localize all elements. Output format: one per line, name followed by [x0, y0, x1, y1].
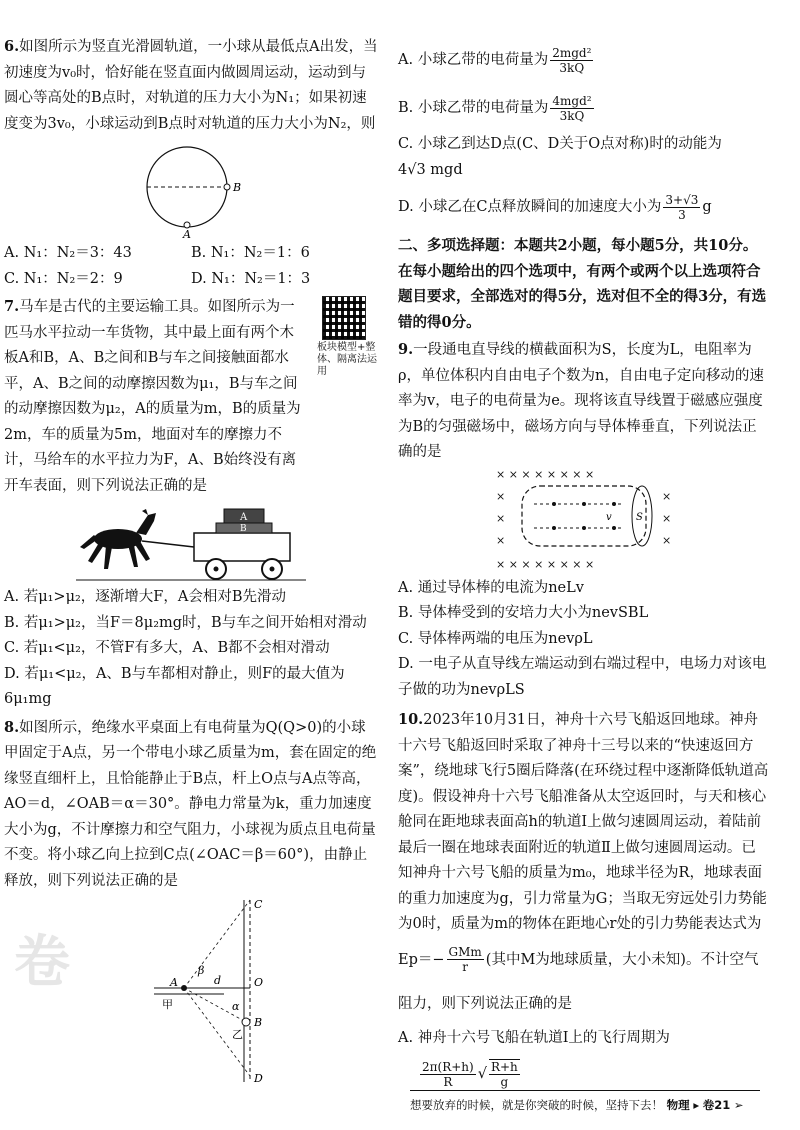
footer-divider — [410, 1090, 760, 1091]
option-a[interactable]: A. 若μ₁>μ₂，逐渐增大F，A会相对B先滑动 — [4, 589, 286, 605]
page-footer — [410, 1094, 760, 1116]
option-a-text: A. 神舟十六号飞船在轨道Ⅰ上的飞行周期为 — [398, 1029, 670, 1046]
watermark: 卷 — [14, 930, 74, 995]
numerator: 2π(R+h) — [422, 1059, 474, 1074]
horse-icon — [80, 509, 156, 569]
fraction — [447, 945, 484, 974]
option-c[interactable]: C. 若μ₁<μ₂，不管F有多大，A、B都不会相对滑动 — [4, 640, 330, 656]
circular-track-figure — [131, 139, 251, 239]
svg-text:×: × — [496, 511, 506, 525]
denominator: 3kQ — [559, 60, 585, 75]
footer-subject: 物理 — [666, 1098, 690, 1112]
numerator: 2mgd² — [552, 45, 592, 60]
conductor-magnetic-field-figure — [494, 468, 674, 574]
svg-text:× × × × × × × ×: × × × × × × × × — [496, 467, 595, 481]
label-s: S — [636, 511, 643, 523]
question-9 — [398, 337, 770, 703]
paper-plane-icon: ➢ — [733, 1098, 744, 1112]
question-number: 6. — [4, 38, 20, 55]
label-a: A — [183, 228, 191, 239]
svg-text:×: × — [662, 533, 672, 547]
question-text: 2023年10月31日，神舟十六号飞船返回地球。神舟十六号飞船返回时采取了神舟十三号以来的“快速返回方案”，绕地球飞行5圈后降落(在环绕过程中逐渐降低轨道高度)。假设神舟十六号飞船准备从太空返回时，与天和核心舱同在距地球表面高h的轨道Ⅰ上做匀速圆周运动，着陆前最后一圈在地球表面附近的轨道Ⅱ上做匀速圆周运动。已知神舟十六号飞船的质量为m₀，地球半径为R，地球表面的重力加速度为g，引力常量为G；当取无穷远处引力势能为0时，质量为m的物体在距地心r处的引力势能表达式为 — [398, 712, 769, 932]
denominator: R — [443, 1074, 453, 1089]
sqrt-icon: √ — [477, 1066, 487, 1082]
label-a: A — [170, 976, 178, 989]
label-v: v — [606, 511, 612, 523]
denominator: 3kQ — [559, 108, 585, 123]
option-d[interactable]: D. N₁：N₂＝1：3 — [191, 270, 311, 287]
sqrt-fraction — [489, 1059, 520, 1089]
question-number: 7. — [4, 298, 20, 315]
question-text: 如图所示为竖直光滑圆轨道，一小球从最低点A出发，当初速度为v₀时，恰好能在竖直面内做圆周运动，运动到与圆心等高处的B点时，对轨道的压力大小为N₁；如果初速度变为3v₀，小球运动到B点时对轨道的压力大小为N₂，则 — [4, 39, 378, 132]
svg-text:×: × — [662, 511, 672, 525]
denominator: g — [500, 1075, 509, 1089]
question-text: 一段通电直导线的横截面积为S，长度为L，电阻率为ρ，单位体积内自由电子个数为n，自由电子定向移动的速率为v，电子的电荷量为e。现将该直导线置于磁感应强度为B的匀强磁场中，磁场方向与导体棒垂直，下列说法正确的是 — [398, 342, 764, 460]
option-c[interactable] — [398, 132, 770, 183]
question-number: 8. — [4, 718, 20, 736]
denominator: 3 — [678, 207, 686, 222]
option-a-text: A. 小球乙带的电荷量为 — [398, 52, 549, 68]
fraction — [663, 193, 700, 222]
option-c[interactable]: C. N₁：N₂＝2：9 — [4, 270, 123, 287]
label-b: B — [254, 1016, 263, 1029]
section-2-heading: 二、多项选择题：本题共2小题，每小题5分，共10分。在每小题给出的四个选项中，有两个或两个以上选项符合题目要求，全部选对的得5分，选对但不全的得3分，有选错的得0分。 — [398, 237, 767, 331]
right-column — [398, 36, 770, 1099]
question-text: 如图所示，绝缘水平桌面上有电荷量为Q(Q>0)的小球甲固定于A点，另一个带电小球乙质量为m，套在固定的绝缘竖直细杆上，且恰能静止于B点，杆上O点与A点等高，AO＝d，∠OAB＝α＝30°。静电力常量为k，重力加速度大小为g，不计摩擦力和空气阻力，小球视为质点且电荷量不变。将小球乙向上拉到C点(∠OAC＝β＝60°)，由静止释放，则下列说法正确的是 — [4, 719, 377, 889]
option-d[interactable]: D. 一电子从直导线左端运动到右端过程中，电场力对该电子做的功为nevρLS — [398, 656, 767, 698]
option-a[interactable]: A. 通过导体棒的电流为neLv — [398, 579, 584, 596]
svg-text:×: × — [496, 533, 506, 547]
option-d[interactable]: D. 若μ₁<μ₂，A、B与车都相对静止，则F的最大值为6μ₁mg — [4, 665, 345, 707]
question-8 — [4, 715, 378, 1087]
arrow-icon: ▸ — [693, 1098, 700, 1112]
question-number: 9. — [398, 341, 414, 358]
option-a[interactable] — [398, 1026, 770, 1052]
ep-prefix: Ep＝− — [398, 951, 445, 968]
numerator: 4mgd² — [552, 93, 592, 108]
label-d-distance: d — [214, 974, 222, 987]
label-yi: 乙 — [232, 1028, 243, 1041]
label-alpha: α — [232, 1000, 240, 1013]
option-b-text: B. 小球乙带的电荷量为 — [398, 100, 549, 116]
option-b[interactable]: B. 若μ₁>μ₂，当F＝8μ₂mg时，B与车之间开始相对滑动 — [4, 614, 367, 631]
qr-code[interactable] — [322, 296, 366, 340]
label-b: B — [233, 181, 242, 194]
option-a[interactable]: A. N₁：N₂＝3：43 — [4, 245, 132, 261]
label-beta: β — [198, 964, 205, 977]
footer-volume: 卷21 — [702, 1098, 731, 1112]
option-c-value: 4√3 mgd — [398, 161, 463, 178]
option-c[interactable]: C. 导体棒两端的电压为nevρL — [398, 630, 593, 647]
fraction — [550, 46, 593, 75]
denominator: r — [462, 960, 469, 974]
question-6 — [4, 34, 378, 292]
numerator: GMm — [448, 945, 482, 959]
label-jia: 甲 — [162, 998, 173, 1011]
option-c-text: C. 小球乙到达D点(C、D关于O点对称)时的动能为 — [398, 136, 722, 152]
fraction — [420, 1060, 476, 1089]
option-a[interactable] — [398, 36, 770, 84]
question-text: 马车是古代的主要运输工具。如图所示为一匹马水平拉动一车货物，其中最上面有两个木板A和B，A、B之间和B与车之间接触面都水平，A、B之间的动摩擦因数为μ₁，B与车之间的动摩擦因数为μ₂，A的质量为m，B的质量为2m，车的质量为5m，地面对车的摩擦力不计，马给车的水平拉力为F，A、B始终没有离开车表面，则下列说法正确的是 — [4, 299, 301, 494]
svg-text:×: × — [496, 489, 506, 503]
svg-text:× × × × × × × ×: × × × × × × × × — [496, 557, 595, 571]
options — [4, 241, 378, 292]
question-10 — [398, 707, 770, 1097]
numerator: R+h — [490, 1060, 518, 1074]
option-d-suffix: g — [702, 199, 712, 215]
option-b[interactable]: B. 导体棒受到的安培力大小为nevSBL — [398, 605, 649, 621]
horse-cart-figure — [76, 501, 306, 583]
label-d: D — [254, 1072, 263, 1085]
option-b[interactable] — [398, 84, 770, 132]
fraction — [550, 94, 593, 123]
block-a-label: A — [240, 512, 248, 523]
option-d[interactable] — [398, 183, 770, 231]
block-b-label: B — [240, 524, 247, 534]
label-c: C — [254, 898, 263, 911]
question-8-options — [398, 36, 770, 231]
qr-note: 板块模型+整体、隔离法运用 — [317, 342, 377, 377]
footer-motto: 想要放弃的时候，就是你突破的时候，坚持下去！ — [410, 1098, 663, 1112]
label-o: O — [254, 976, 264, 989]
option-d-text: D. 小球乙在C点释放瞬间的加速度大小为 — [398, 199, 662, 215]
question-text-continued: (其中M为地球质量，大小未知)。不计空气阻力，则下列说法正确的是 — [398, 951, 759, 1012]
question-number: 10. — [398, 711, 424, 728]
svg-text:×: × — [662, 489, 672, 503]
charged-rod-figure — [154, 896, 314, 1086]
option-b[interactable]: B. N₁：N₂＝1：6 — [191, 245, 310, 261]
question-7 — [4, 294, 378, 713]
numerator: 3+√3 — [665, 192, 699, 207]
